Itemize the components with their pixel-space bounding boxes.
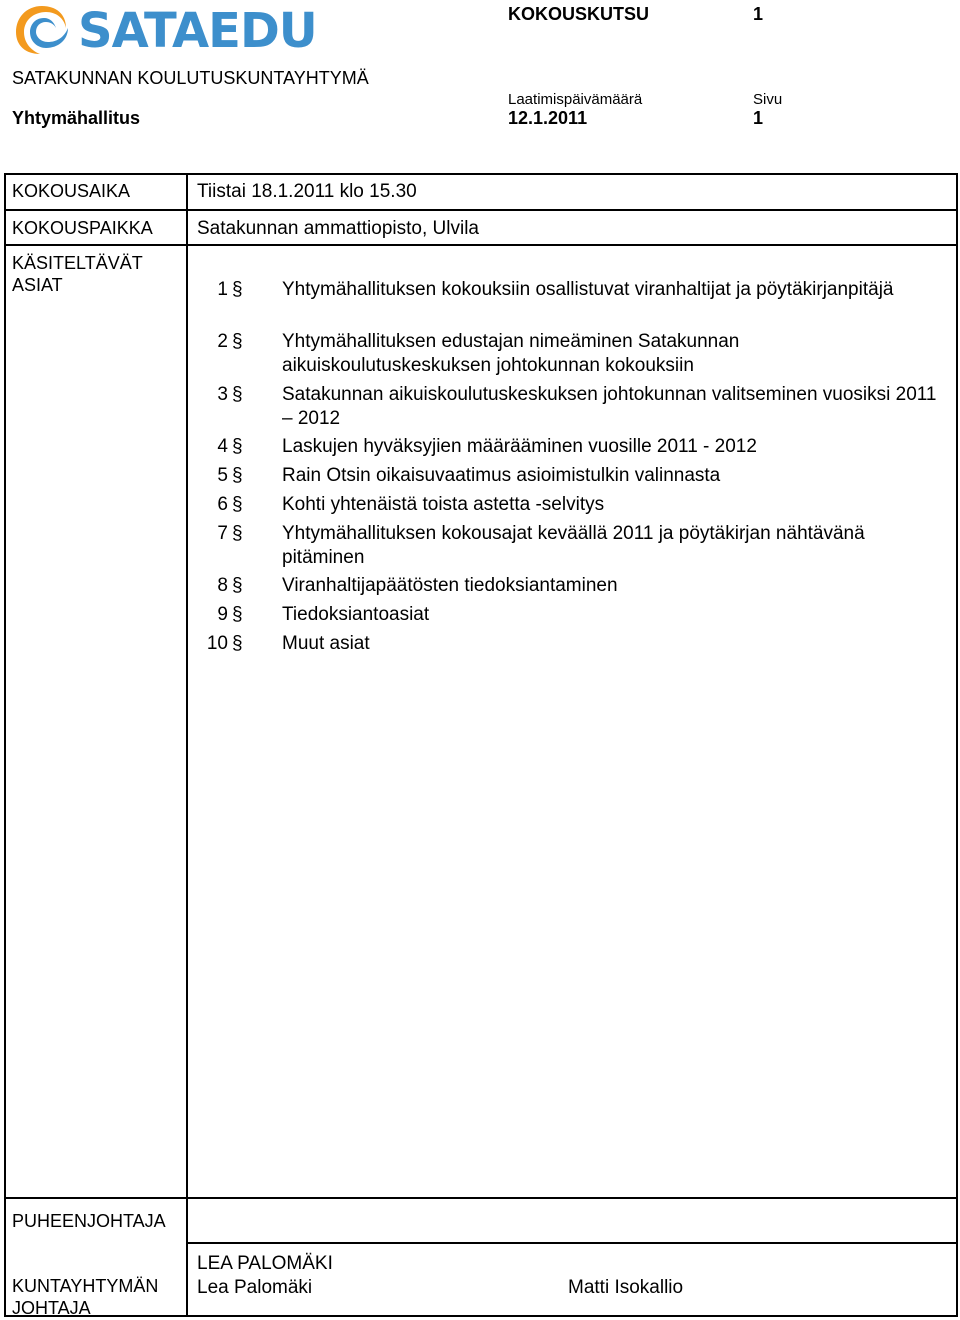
row-divider-time (4, 209, 958, 211)
agenda-label-2: ASIAT (12, 275, 63, 295)
governing-body: Yhtymähallitus (12, 108, 141, 128)
agenda-item-text: Laskujen hyväksyjien määrääminen vuosille 2011 - 2012 (282, 436, 757, 457)
agenda-item-text: Kohti yhtenäistä toista astetta -selvitys (282, 494, 605, 515)
director-label-2: JOHTAJA (12, 1298, 91, 1318)
agenda-item-number: 9 (217, 604, 228, 625)
section-sign: § (232, 633, 243, 654)
agenda-item-number: 2 (217, 331, 228, 352)
agenda-item-number: 7 (217, 523, 228, 544)
organization-name: SATAKUNNAN KOULUTUSKUNTAYHTYMÄ (12, 68, 369, 88)
section-sign: § (232, 575, 243, 596)
agenda-label: KÄSITELTÄVÄT (12, 253, 143, 273)
section-sign: § (232, 523, 243, 544)
row-divider-place (4, 244, 958, 246)
section-sign: § (232, 465, 243, 486)
agenda-item-number: 10 (206, 633, 228, 654)
row-divider-agenda (4, 1197, 958, 1199)
agenda-item-text: Yhtymähallituksen kokouksiin osallistuvat viranhaltijat ja pöytäkirjanpitäjä (282, 279, 894, 300)
chair-label: PUHEENJOHTAJA (12, 1211, 166, 1231)
agenda-item-number: 8 (217, 575, 228, 596)
sataedu-logo (12, 2, 317, 62)
meeting-place-label: KOKOUSPAIKKA (12, 218, 153, 238)
section-sign: § (232, 331, 243, 352)
doc-number: 1 (753, 4, 764, 24)
agenda-item-text: Muut asiat (282, 633, 370, 654)
doc-type: KOKOUSKUTSU (508, 4, 650, 24)
chair-name-caps: LEA PALOMÄKI (197, 1253, 333, 1274)
page-label: Sivu (753, 91, 783, 108)
agenda-item-text: Rain Otsin oikaisuvaatimus asioimistulkin valinnasta (282, 465, 721, 486)
page-value: 1 (753, 108, 764, 128)
director-name: Matti Isokallio (568, 1277, 684, 1298)
row-divider-signature (186, 1242, 958, 1244)
chair-name: Lea Palomäki (197, 1277, 313, 1298)
section-sign: § (232, 604, 243, 625)
section-sign: § (232, 494, 243, 515)
agenda-item-number: 3 (217, 384, 228, 405)
agenda-item-number: 4 (217, 436, 228, 457)
section-sign: § (232, 384, 243, 405)
director-label: KUNTAYHTYMÄN (12, 1276, 159, 1296)
sataedu-logo-mark (12, 2, 72, 58)
section-sign: § (232, 436, 243, 457)
agenda-item-text: Satakunnan aikuiskoulutuskeskuksen johtokunnan valitseminen vuosiksi 2011 – 2012 (282, 384, 937, 429)
date-label: Laatimispäivämäärä (508, 91, 643, 108)
agenda-item-text: Viranhaltijapäätösten tiedoksiantaminen (282, 575, 618, 596)
agenda-item-number: 1 (217, 279, 228, 300)
date-value: 12.1.2011 (508, 108, 588, 128)
agenda-item-text: Yhtymähallituksen kokousajat keväällä 2011 ja pöytäkirjan nähtävänä pitäminen (282, 523, 865, 568)
agenda-item-text: Tiedoksiantoasiat (282, 604, 430, 625)
meeting-time-value: Tiistai 18.1.2011 klo 15.30 (197, 181, 417, 202)
logo-wordmark: SATAEDU (78, 3, 317, 59)
agenda-item-text: Yhtymähallituksen edustajan nimeäminen Satakunnan aikuiskoulutuskeskuksen johtokunnan kokouksiin (282, 331, 740, 376)
table-column-divider (186, 173, 188, 1317)
section-sign: § (232, 279, 243, 300)
meeting-place-value: Satakunnan ammattiopisto, Ulvila (197, 218, 479, 239)
agenda-item-number: 6 (217, 494, 228, 515)
meeting-time-label: KOKOUSAIKA (12, 181, 131, 201)
agenda-item-number: 5 (217, 465, 228, 486)
